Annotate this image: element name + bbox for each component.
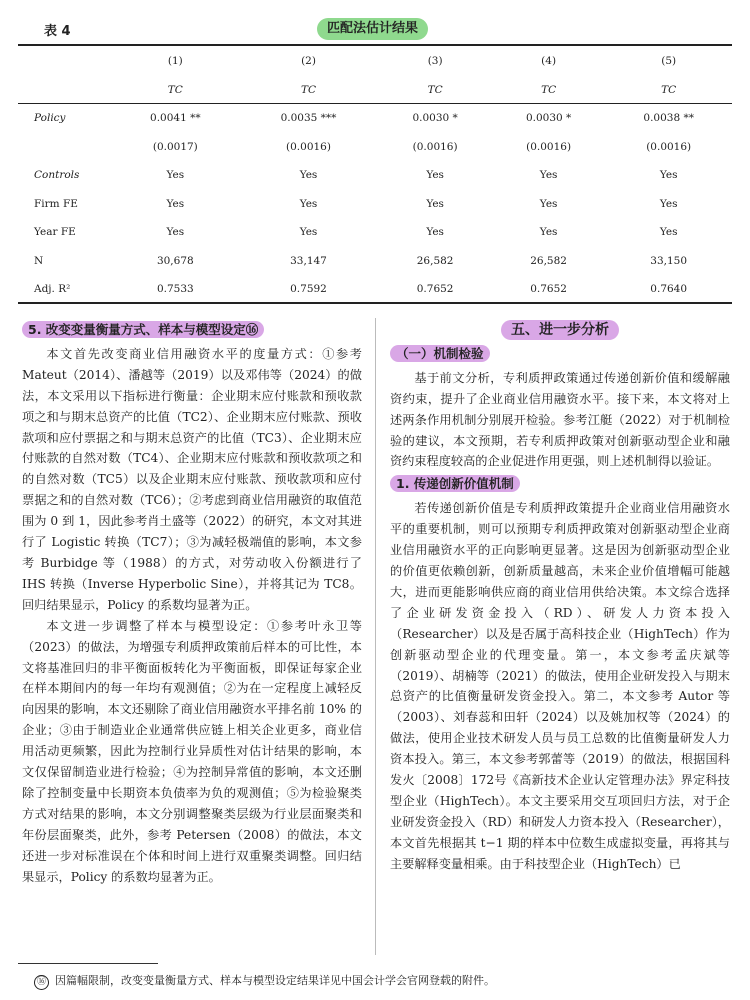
heading-highlight: （一）机制检验 [390, 345, 490, 362]
footnote-mark: ⑯ [34, 975, 49, 990]
table-cell: Yes [659, 197, 678, 210]
table-cell: Yes [659, 169, 678, 182]
table-row [18, 104, 732, 133]
row-label: Policy [34, 112, 66, 125]
dep-var: TC [167, 83, 183, 96]
table-cell: Yes [299, 197, 318, 210]
table-label: 表 4 [44, 24, 71, 39]
table-cell: 0.7652 [416, 283, 454, 296]
table-cell: Yes [539, 169, 558, 182]
table-cell: (0.0016) [412, 140, 458, 153]
table-cell: Yes [166, 226, 185, 239]
table-row [18, 76, 732, 105]
row-label: Controls [34, 169, 80, 182]
subheading-innovation-value [390, 474, 730, 495]
table-cell: (0.0016) [526, 140, 572, 153]
table-cell: (0.0017) [152, 140, 198, 153]
left-column [22, 318, 362, 887]
row-label: Year FE [34, 226, 76, 239]
table-cell: 0.0030 * [525, 112, 572, 125]
table-row [18, 47, 732, 76]
table-cell: (0.0016) [646, 140, 692, 153]
heading-highlight: 5. 改变变量衡量方式、样本与模型设定⑯ [22, 321, 264, 338]
table-row [18, 190, 732, 219]
footnote-rule [18, 963, 158, 964]
table-title: 匹配法估计结果 [317, 18, 428, 40]
table-cell: 0.7652 [530, 283, 567, 296]
col-number: (2) [301, 55, 316, 68]
table-cell: Yes [166, 169, 185, 182]
table-cell: Yes [539, 197, 558, 210]
table-cell: 0.7592 [290, 283, 327, 296]
row-label: Adj. R² [34, 283, 71, 296]
section-heading-robustness [22, 320, 362, 341]
table-cell: Yes [299, 226, 318, 239]
table-cell: Yes [299, 169, 318, 182]
table-cell: Yes [539, 226, 558, 239]
table-cell: Yes [426, 169, 444, 182]
dep-var: TC [541, 83, 557, 96]
right-column [390, 318, 730, 875]
table-cell: 0.0030 * [412, 112, 458, 125]
table-cell: 33,147 [290, 254, 327, 267]
column-divider [375, 318, 376, 955]
table-cell: 0.0038 ** [643, 112, 694, 125]
table-cell: 26,582 [416, 254, 454, 267]
table-row [18, 218, 732, 247]
col-number: (3) [427, 55, 443, 68]
table-row [18, 133, 732, 162]
table-row [18, 275, 732, 304]
paragraph: 若传递创新价值是专利质押政策提升企业商业信用融资水平的重要机制，则可以预期专利质押政策对创新驱动型企业商业信用融资水平的正向影响更显著。这是因为创新驱动型企业的价值更依赖创新，创新质量越高，未来企业价值增幅可能越大，进而更能影响供应商的商业信用供给决策。本文综合选择了企业研发资金投入（RD）、研发人力资本投入（Researcher）以及是否属于高科技企业（HighTech）作为创新驱动型企业的代理变量。第一，本文参考孟庆斌等（2019）、胡楠等（2021）的做法，使用企业研发投入与期末总资产的比值衡量研发资金投入。第二，本文参考 Autor 等（2003）、刘春蕊和田轩（2024）以及姚加权等（2024）的做法，使用企业技术研发人员与员工总数的比值衡量研发人力资本投入。第三，本文参考郭蕾等（2019）的做法，根据国科发火〔2008〕172号《高新技术企业认定管理办法》界定科技型企业（HighTech）。本文主要采用交互项回归方法，对于企业研发资金投入（RD）和研发人力资本投入（Researcher），本文首先根据其 t−1 期的样本中位数生成虚拟变量，再将其与主要解释变量相乘。由于科技型企业（HighTech）已 [390, 501, 730, 871]
regression-table [18, 47, 732, 304]
section-heading-further-analysis [390, 320, 730, 341]
table-cell: 0.0035 *** [280, 112, 337, 125]
footnote-text: 因篇幅限制，改变变量衡量方式、样本与模型设定结果详见中国会计学会官网登载的附件。 [55, 974, 495, 987]
dep-var: TC [661, 83, 677, 96]
table-top-rule [18, 44, 732, 46]
table-header-rule [18, 103, 732, 104]
table-cell: Yes [426, 226, 444, 239]
table-row [18, 161, 732, 190]
table-cell: 0.7640 [650, 283, 688, 296]
dep-var: TC [427, 83, 443, 96]
table-cell: 26,582 [530, 254, 567, 267]
dep-var: TC [300, 83, 317, 96]
table-cell: 0.0041 ** [150, 112, 201, 125]
table-cell: 33,150 [650, 254, 688, 267]
footnote [34, 972, 495, 990]
paragraph: 本文进一步调整了样本与模型设定：①参考叶永卫等（2023）的做法，为增强专利质押政策前后样本的可比性，本文将基准回归的非平衡面板转化为平衡面板，即保证每家企业在样本期间内的每一年均有观测值；②为在一定程度上减轻反向因果的影响，本文还剔除了商业信用融资水平排名前 10% 的企业；③由于制造业企业通常供应链上相关企业更多，商业信用活动更频繁，因此为控制行业异质性对估计结果的影响，本文仅保留制造业进行检验；④为控制异常值的影响，本文还删除了控制变量中长期资本负债率为负的观测值；⑤为检验聚类方式对结果的影响，本文分别调整聚类层级为行业层面聚类和年份层面聚类，此外，参考 Petersen（2008）的做法，本文还进一步对标准误在个体和时间上进行双重聚类调整。回归结果显示，Policy 的系数均显著为正。 [22, 618, 362, 884]
heading-highlight: 1. 传递创新价值机制 [390, 475, 520, 492]
subsection-heading-mechanism [390, 344, 730, 365]
col-number: (1) [167, 55, 183, 68]
row-label: N [34, 254, 44, 267]
heading-highlight: 五、进一步分析 [501, 320, 619, 340]
table-cell: Yes [166, 197, 185, 210]
table-row [18, 247, 732, 276]
table-cell: 30,678 [156, 254, 194, 267]
col-number: (5) [661, 55, 677, 68]
paragraph: 基于前文分析，专利质押政策通过传递创新价值和缓解融资约束，提升了企业商业信用融资水平。接下来，本文将对上述两条作用机制分别展开检验。参考江艇（2022）对于机制检验的建议，本文预期，若专利质押政策对创新驱动型企业和融资约束程度较高的企业促进作用更强，则上述机制得以验证。 [390, 370, 730, 469]
row-label [18, 133, 112, 162]
table-cell: 0.7533 [156, 283, 194, 296]
paragraph: 本文首先改变商业信用融资水平的度量方式：①参考 Mateut（2014）、潘越等（2019）以及邓伟等（2024）的做法，本文采用以下指标进行衡量：企业期末应付账款和预收款项之和与期末总资产的比值（TC2）、企业期末应付账款、预收款项和应付票据之和与期末总资产的比值（TC3）、企业期末应付账款的自然对数（TC4）、企业期末应付账款和预收款项之和的自然对数（TC5）以及企业期末应付账款、预收款项和应付票据之和的自然对数（TC6）；②考虑到商业信用融资的取值范围为 0 到 1，因此参考肖土盛等（2022）的研究，本文对其进行了 Logistic 转换（TC7）；③为减轻极端值的影响，本文参考 Burbidge 等（1988）的方式，对劳动收入份额进行了 IHS 转换（Inverse Hyperbolic Sine），并将其记为 TC8。回归结果显示，Policy 的系数均显著为正。 [22, 346, 362, 612]
table-cell: (0.0016) [286, 140, 331, 153]
col-number: (4) [541, 55, 557, 68]
row-label: Firm FE [34, 197, 78, 210]
table-cell: Yes [659, 226, 678, 239]
table-bottom-rule [18, 302, 732, 304]
table-cell: Yes [426, 197, 444, 210]
